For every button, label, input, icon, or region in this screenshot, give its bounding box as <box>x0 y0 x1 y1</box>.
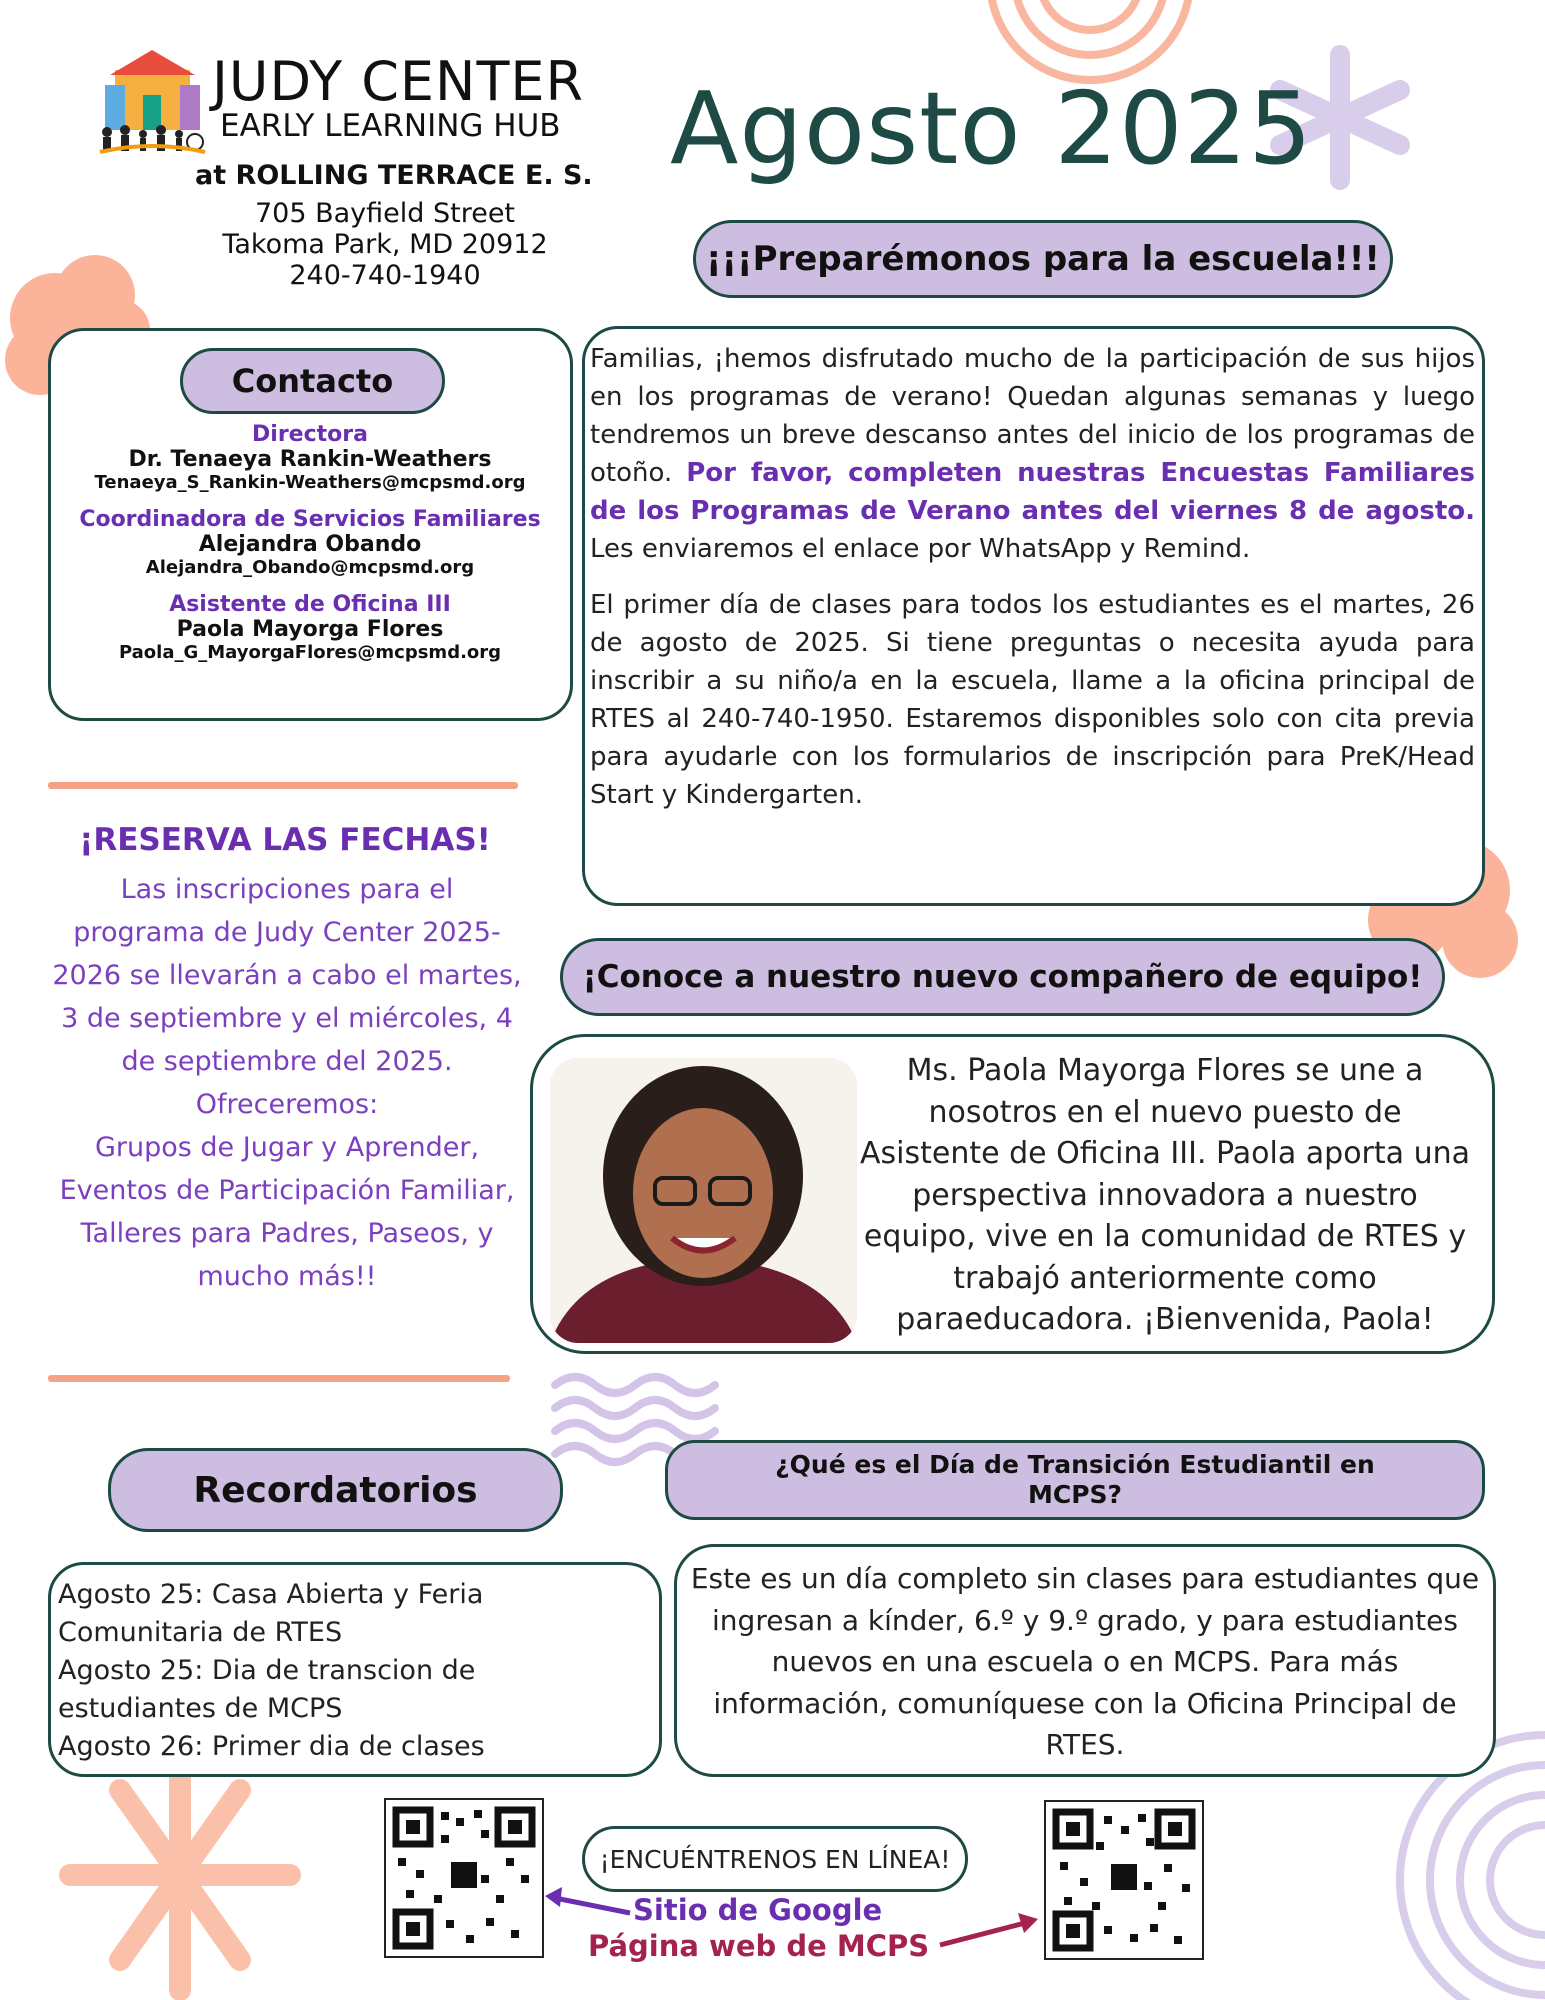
qr-code-icon <box>386 1800 542 1956</box>
reserve-heading: ¡RESERVA LAS FECHAS! <box>79 822 491 858</box>
contact-email[interactable]: Alejandra_Obando@mcpsmd.org <box>145 557 475 578</box>
school-house-icon <box>95 50 210 155</box>
right-arrow-icon <box>940 1913 1038 1945</box>
contact-email[interactable]: Tenaeya_S_Rankin-Weathers@mcpsmd.org <box>94 472 526 493</box>
phone-number: 240-740-1940 <box>289 260 481 291</box>
p1-end: Les enviaremos el enlace por WhatsApp y Remind. <box>590 534 1251 564</box>
contact-list <box>55 422 565 663</box>
school-name: at ROLLING TERRACE E. S. <box>195 160 593 191</box>
google-site-qr-code[interactable] <box>384 1798 544 1958</box>
school-ready-heading: ¡¡¡Preparémonos para la escuela!!! <box>693 220 1393 298</box>
qr-code-icon <box>1046 1802 1202 1958</box>
school-ready-paragraph-2: El primer día de clases para todos los estudiantes es el martes, 26 de agosto de 2025. Si tiene preguntas o necesita ayuda para inscribir a su niño/a en la escuela, llame a la oficina principal de RTES al 240-740-1950. Estaremos disponibles solo con cita previa para ayudarle con los formularios de inscripción para PreK/Head Start y Kindergarten. <box>590 590 1475 810</box>
contact-name: Paola Mayorga Flores <box>176 617 444 642</box>
peach-star-decoration <box>70 1760 290 1990</box>
survey-notice: Por favor, completen nuestras Encuestas Familiares de los Programas de Verano antes del viernes 8 de agosto. <box>590 458 1475 526</box>
school-ready-text <box>590 340 1475 814</box>
org-title: JUDY CENTER <box>212 50 585 113</box>
teammate-photo <box>550 1058 857 1343</box>
reminder-item: Agosto 26: Primer dia de clases <box>58 1731 485 1762</box>
contact-name: Dr. Tenaeya Rankin-Weathers <box>128 447 492 472</box>
contact-entry <box>55 422 565 493</box>
left-arrow-icon <box>545 1887 630 1913</box>
online-heading: ¡ENCUÉNTRENOS EN LÍNEA! <box>582 1826 968 1892</box>
reserve-text: Las inscripciones para el programa de Judy Center 2025-2026 se llevarán a cabo el martes, 3 de septiembre y el miércoles, 4 de septiembre del 2025. Ofreceremos: <box>52 874 522 1120</box>
contact-role: Asistente de Oficina III <box>169 592 451 617</box>
divider-top <box>48 782 518 789</box>
reminders-list <box>58 1576 598 1766</box>
address-line-1: 705 Bayfield Street <box>254 198 516 229</box>
mcps-site-link[interactable]: Página web de MCPS <box>588 1929 930 1963</box>
address-line-2: Takoma Park, MD 20912 <box>222 229 548 260</box>
transition-heading: ¿Qué es el Día de Transición Estudiantil en MCPS? <box>665 1440 1485 1520</box>
mcps-site-qr-code[interactable] <box>1044 1800 1204 1960</box>
reserve-list: Grupos de Jugar y Aprender, Eventos de Participación Familiar, Talleres para Padres, Paseos, y mucho más!! <box>59 1132 515 1292</box>
google-site-link[interactable]: Sitio de Google <box>633 1893 883 1927</box>
contact-email[interactable]: Paola_G_MayorgaFlores@mcpsmd.org <box>118 642 502 663</box>
reminder-item: Agosto 25: Dia de transcion de estudiantes de MCPS <box>58 1655 476 1724</box>
address <box>200 198 570 291</box>
contact-role: Directora <box>252 422 368 447</box>
reminders-heading: Recordatorios <box>108 1448 563 1532</box>
peach-arcs-decoration <box>990 0 1190 80</box>
teammate-heading: ¡Conoce a nuestro nuevo compañero de equipo! <box>560 938 1445 1016</box>
person-photo-icon <box>550 1058 857 1343</box>
contact-entry <box>55 507 565 578</box>
teammate-text: Ms. Paola Mayorga Flores se une a nosotros en el nuevo puesto de Asistente de Oficina III. Paola aporta una perspectiva innovadora a nuestro equipo, vive en la comunidad de RTES y trabajó anteriormente como paraeducadora. ¡Bienvenida, Paola! <box>860 1053 1470 1337</box>
reminder-item: Agosto 25: Casa Abierta y Feria Comunitaria de RTES <box>58 1579 484 1648</box>
contact-entry <box>55 592 565 663</box>
month-title: Agosto 2025 <box>670 70 1313 187</box>
contact-name: Alejandra Obando <box>198 532 422 557</box>
school-ready-paragraph-1 <box>590 340 1475 568</box>
divider-bottom <box>48 1375 510 1382</box>
contact-role: Coordinadora de Servicios Familiares <box>79 507 541 532</box>
transition-text: Este es un día completo sin clases para estudiantes que ingresan a kínder, 6.º y 9.º grado, y para estudiantes nuevos en una escuela o en MCPS. Para más información, comuníquese con la Oficina Principal de RTES. <box>690 1562 1480 1761</box>
org-subtitle: EARLY LEARNING HUB <box>220 108 561 144</box>
p1-intro: Familias, ¡hemos disfrutado mucho de la participación de sus hijos en los programas de verano! Quedan algunas semanas y luego tendremos un breve descanso antes del inicio de los programas de otoño. <box>590 344 1475 488</box>
contact-heading: Contacto <box>180 348 445 414</box>
logo <box>95 50 210 155</box>
